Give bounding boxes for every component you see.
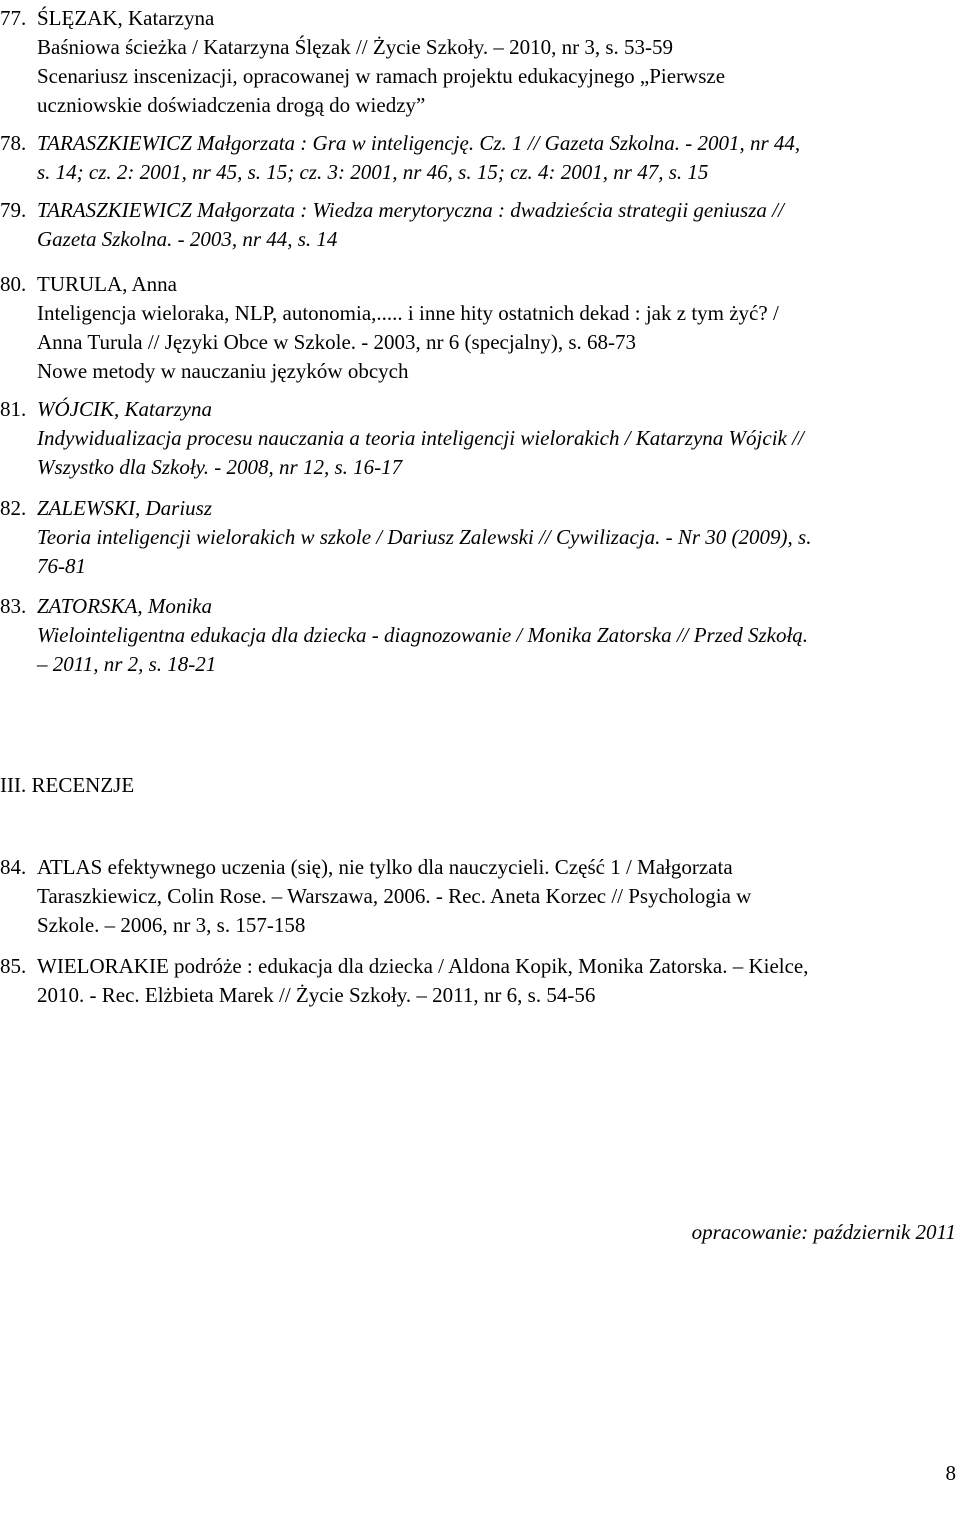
entry-title: WIELORAKIE podróże : edukacja dla dziecka / Aldona Kopik, Monika Zatorska. – Kielce, — [37, 954, 809, 978]
entry-title-line: Baśniowa ścieżka / Katarzyna Ślęzak // Życie Szkoły. – 2010, nr 3, s. 53-59 — [37, 35, 674, 59]
entry-title: TARASZKIEWICZ Małgorzata : Wiedza merytoryczna : dwadzieścia strategii geniusza // — [37, 198, 784, 222]
entry-number: 80. — [0, 272, 27, 296]
entry-source-line: s. 14; cz. 2: 2001, nr 45, s. 15; cz. 3: 2001, nr 46, s. 15; cz. 4: 2001, nr 47, s. 15 — [37, 160, 709, 184]
entry-number: 85. — [0, 954, 27, 978]
entry-title-line: Inteligencja wieloraka, NLP, autonomia,..... i inne hity ostatnich dekad : jak z tym żyć? / — [37, 301, 779, 325]
page-number: 8 — [945, 1461, 956, 1485]
entry-source-line: – 2011, nr 2, s. 18-21 — [37, 652, 217, 676]
entry-source-line: Taraszkiewicz, Colin Rose. – Warszawa, 2006. - Rec. Aneta Korzec // Psychologia w — [37, 884, 752, 908]
entry-title: ATLAS efektywnego uczenia (się), nie tylko dla nauczycieli. Część 1 / Małgorzata — [37, 855, 733, 879]
entry-source-line: Wszystko dla Szkoły. - 2008, nr 12, s. 16-17 — [37, 455, 403, 479]
entry-number: 81. — [0, 397, 27, 421]
entry-number: 82. — [0, 496, 27, 520]
entry-title: TARASZKIEWICZ Małgorzata : Gra w inteligencję. Cz. 1 // Gazeta Szkolna. - 2001, nr 44, — [37, 131, 801, 155]
entry-author: ZATORSKA, Monika — [37, 594, 213, 618]
entry-number: 79. — [0, 198, 27, 222]
entry-title-line: Teoria inteligencji wielorakich w szkole / Dariusz Zalewski // Cywilizacja. - Nr 30 (2009), s. — [37, 525, 812, 549]
entry-author: ŚLĘZAK, Katarzyna — [37, 6, 215, 30]
entry-author: WÓJCIK, Katarzyna — [37, 397, 212, 421]
entry-author: TURULA, Anna — [37, 272, 177, 296]
entry-source-line: 2010. - Rec. Elżbieta Marek // Życie Szkoły. – 2011, nr 6, s. 54-56 — [37, 983, 596, 1007]
entry-source-line: Szkole. – 2006, nr 3, s. 157-158 — [37, 913, 306, 937]
entry-source-line: Anna Turula // Języki Obce w Szkole. - 2003, nr 6 (specjalny), s. 68-73 — [37, 330, 636, 354]
section-heading: III. RECENZJE — [0, 773, 135, 797]
entry-number: 83. — [0, 594, 27, 618]
compilation-note: opracowanie: październik 2011 — [691, 1220, 956, 1244]
entry-number: 77. — [0, 6, 27, 30]
entry-title-line: Wielointeligentna edukacja dla dziecka - diagnozowanie / Monika Zatorska // Przed Szkołą. — [37, 623, 809, 647]
entry-number: 78. — [0, 131, 27, 155]
entry-title-line: Indywidualizacja procesu nauczania a teoria inteligencji wielorakich / Katarzyna Wójcik // — [37, 426, 804, 450]
entry-source-line: Gazeta Szkolna. - 2003, nr 44, s. 14 — [37, 227, 338, 251]
entry-number: 84. — [0, 855, 27, 879]
entry-source-line: 76-81 — [37, 554, 86, 578]
entry-note-line: Nowe metody w nauczaniu języków obcych — [37, 359, 409, 383]
entry-note-line: uczniowskie doświadczenia drogą do wiedzy” — [37, 93, 426, 117]
entry-author: ZALEWSKI, Dariusz — [37, 496, 213, 520]
entry-note-line: Scenariusz inscenizacji, opracowanej w ramach projektu edukacyjnego „Pierwsze — [37, 64, 726, 88]
